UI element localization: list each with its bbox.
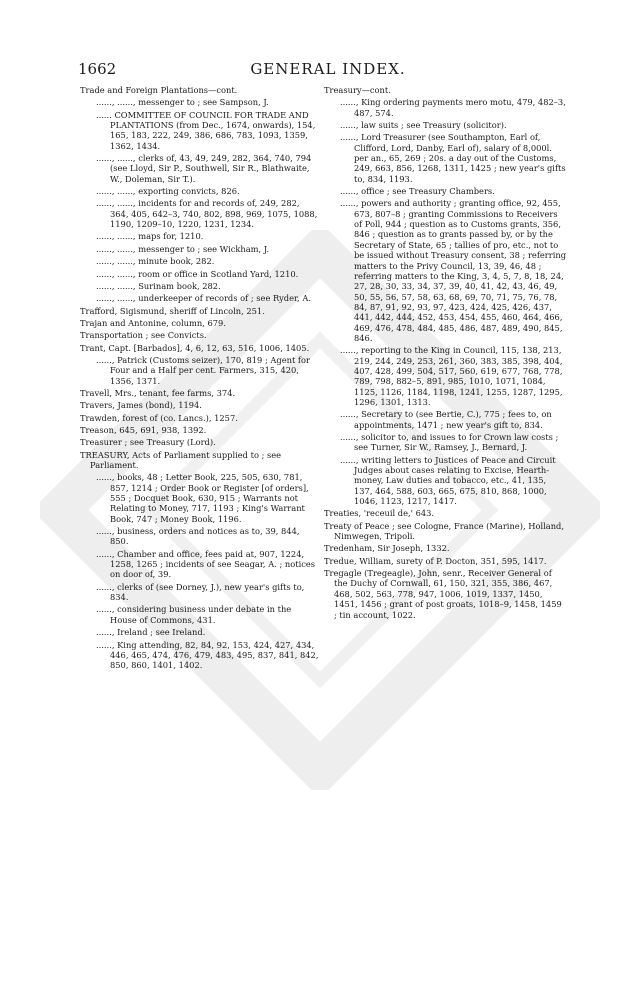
- index-entry: Trafford, Sigismund, sheriff of Lincoln, 251.: [80, 305, 265, 316]
- index-entry: ......, ......, incidents for and records of, 249, 282, 364, 405, 642–3, 740, 802, 898, 969, 1075, 1088, 1190, 1209–10, 1220, 1231, 1234.: [96, 198, 318, 230]
- index-entry: ......, King attending, 82, 84, 92, 153, 424, 427, 434, 446, 465, 474, 476, 479, 483, 495, 837, 841, 842, 850, 860, 1401, 1402.: [96, 639, 319, 671]
- index-entry: ......, clerks of (see Dorney, J.), new year's gifts to, 834.: [96, 581, 305, 603]
- index-entry: ......, considering business under debate in the House of Commons, 431.: [96, 604, 292, 625]
- index-entry: Trawden, forest of (co. Lancs.), 1257.: [80, 412, 238, 423]
- index-entry: Tregagle (Tregeagle), John, senr., Receiver General of the Duchy of Cornwall, 61, 150, 321, 355, 386, 467, 468, 502, 563, 778, 947, 1006, 1019, 1337, 1450, 1451, 1456 ; grant of post groats, 1018–9, 1458, 1459 ; tin account, 1022.: [324, 568, 562, 620]
- index-entry: TREASURY, Acts of Parliament supplied to ; see Parliament.: [80, 449, 282, 470]
- index-entry: Treason, 645, 691, 938, 1392.: [80, 424, 207, 435]
- index-entry: Tredenham, Sir Joseph, 1332.: [324, 543, 450, 554]
- index-entry: ......, law suits ; see Treasury (solicitor).: [340, 120, 507, 131]
- index-entry: ......, ......, clerks of, 43, 49, 249, 282, 364, 740, 794 (see Lloyd, Sir P., Southwell, Sir R., Blathwaite, W., Doleman, Sir T.).: [96, 153, 312, 184]
- index-entry: ......, reporting to the King in Council, 115, 138, 213, 219, 244, 249, 253, 261, 360, 383, 385, 398, 404, 407, 428, 499, 504, 517, 560, 619, 677, 768, 778, 789, 798, 882–5, 891, 985, 1010, 1071, 1084, 1125, 1126, 1184, 1198, 1241, 1255, 1287, 1295, 1296, 1301, 1313.: [340, 345, 563, 407]
- index-entry: ......, ......, underkeeper of records of ; see Ryder, A.: [96, 293, 311, 304]
- index-entry: Travers, James (bond), 1194.: [80, 400, 202, 411]
- right-column: [324, 85, 567, 622]
- index-entry: Treasury—cont.: [324, 85, 391, 95]
- index-entry: Treasurer ; see Treasury (Lord).: [80, 437, 216, 448]
- index-entry: Trade and Foreign Plantations—cont.: [80, 85, 238, 95]
- index-entry: ......, Lord Treasurer (see Southampton, Earl of, Clifford, Lord, Danby, Earl of), salary of 8,000l. per an., 65, 269 ; 20s. a day out of the Customs, 249, 663, 856, 1268, 1311, 1425 ; new year's gifts to, 834, 1193.: [340, 132, 566, 184]
- index-entry: ...... COMMITTEE OF COUNCIL FOR TRADE AND PLANTATIONS (from Dec., 1674, onwards), 154, 165, 183, 222, 249, 386, 686, 783, 1093, 1359, 1362, 1434.: [96, 109, 316, 151]
- index-entry: Trajan and Antonine, column, 679.: [80, 317, 226, 328]
- index-entry: ......, office ; see Treasury Chambers.: [340, 186, 495, 197]
- index-entry: Transportation ; see Convicts.: [80, 330, 207, 341]
- index-entry: ......, King ordering payments mero motu, 479, 482–3, 487, 574.: [340, 97, 566, 118]
- index-entry: ......, ......, minute book, 282.: [96, 256, 215, 267]
- index-entry: ......, Chamber and office, fees paid at, 907, 1224, 1258, 1265 ; incidents of see Seagar, A. ; notices on door of, 39.: [96, 548, 316, 580]
- index-entry: ......, ......, room or office in Scotland Yard, 1210.: [96, 268, 299, 279]
- index-entry: ......, business, orders and notices as to, 39, 844, 850.: [96, 526, 300, 547]
- index-entry: Treaty of Peace ; see Cologne, France (Marine), Holland, Nimwegen, Tripoli.: [324, 520, 565, 542]
- index-entry: ......, solicitor to, and issues to for Crown law costs ; see Turner, Sir W., Ramsey, J., Bernard, J.: [340, 432, 559, 453]
- index-entry: Treaties, 'receuil de,' 643.: [324, 508, 435, 519]
- left-column: [80, 85, 320, 673]
- index-entry: ......, Patrick (Customs seizer), 170, 819 ; Agent for Four and a Half per cent. Farmers, 315, 420, 1356, 1371.: [96, 354, 310, 386]
- index-entry: ......, powers and authority ; granting office, 92, 455, 673, 807–8 ; granting Commissions to Receivers of Poll, 944 ; question as to Customs grants, 356, 846 ; question as to grants passed by, or by the Secretary of State, 65 ; tallies of pro, etc., not to be issued without Treasury consent, 38 ; referring matters to the Privy Council, 13, 39, 46, 48 ; referring matters to the King, 3, 4, 5, 7, 8, 18, 24, 27, 28, 30, 33, 34, 37, 39, 40, 41, 42, 43, 46, 49, 50, 55, 56, 57, 58, 63, 68, 69, 70, 71, 75, 76, 78, 84, 87, 91, 92, 93, 97, 423, 424, 425, 426, 437, 441, 442, 444, 452, 453, 454, 455, 460, 464, 466, 469, 476, 478, 484, 485, 486, 487, 489, 490, 845, 846.: [340, 198, 567, 343]
- index-entry: Travell, Mrs., tenant, fee farms, 374.: [80, 387, 236, 398]
- index-entry: ......, books, 48 ; Letter Book, 225, 505, 630, 781, 857, 1214 ; Order Book or Register [of orders], 555 ; Docquet Book, 630, 915 ; Warrants not Relating to Money, 717, 1193 ; King's Warrant Book, 747 ; Money Book, 1196.: [96, 472, 309, 524]
- page-number: 1662: [78, 60, 117, 78]
- index-entry: Trant, Capt. [Barbados], 4, 6, 12, 63, 516, 1006, 1405.: [80, 342, 310, 353]
- index-entry: ......, Secretary to (see Bertie, C.), 775 ; fees to, on appointments, 1471 ; new year's gift to, 834.: [340, 409, 552, 430]
- index-entry: ......, ......, messenger to ; see Wickham, J.: [96, 243, 270, 254]
- page-title: GENERAL INDEX.: [250, 60, 406, 78]
- index-entry: Tredue, William, surety of P. Docton, 351, 595, 1417.: [324, 555, 547, 566]
- index-entry: ......, ......, exporting convicts, 826.: [96, 186, 240, 197]
- page-header: [78, 60, 578, 80]
- index-entry: ......, ......, Surinam book, 282.: [96, 280, 221, 291]
- index-entry: ......, ......, messenger to ; see Sampson, J.: [96, 97, 269, 108]
- index-entry: ......, ......, maps for, 1210.: [96, 231, 204, 242]
- index-entry: ......, writing letters to Justices of Peace and Circuit Judges about cases relating to Excise, Hearth-money, Law duties and tobacco, etc., 41, 135, 137, 464, 588, 603, 665, 675, 810, 868, 1000, 1046, 1123, 1217, 1417.: [340, 454, 556, 507]
- index-entry: ......, Ireland ; see Ireland.: [96, 627, 206, 638]
